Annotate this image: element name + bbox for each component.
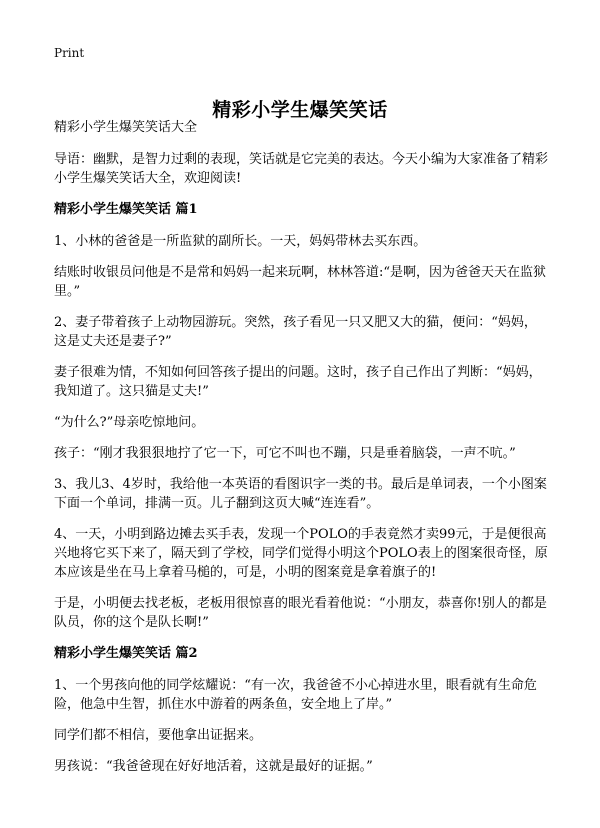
article-body bbox=[54, 118, 548, 788]
paragraph: 同学们都不相信，要他拿出证据来。 bbox=[54, 728, 263, 743]
paragraph: 4、一天，小明到路边摊去买手表，发现一个POLO的手表竟然才卖99元，于是便很高兴地将它买下来了，隔天到了学校，同学们觉得小明这个POLO表上的图案很奇怪，原本应该是坐在马上拿着马槌的，可是，小明的图案竟是拿着旗子的! bbox=[54, 527, 548, 580]
paragraph: 3、我儿3、4岁时，我给他一本英语的看图识字一类的书。最后是单词表，一个小图案下面一个单词，排满一页。儿子翻到这页大喊“连连看”。 bbox=[54, 477, 547, 511]
section-heading-2: 精彩小学生爆笑笑话 篇2 bbox=[54, 646, 198, 661]
section-heading-1: 精彩小学生爆笑笑话 篇1 bbox=[54, 202, 198, 217]
page-title: 精彩小学生爆笑笑话 bbox=[212, 98, 388, 121]
paragraph: 1、小林的爸爸是一所监狱的副所长。一天，妈妈带林去买东西。 bbox=[54, 234, 427, 249]
paragraph: 妻子很难为情，不知如何回答孩子提出的问题。这时，孩子自己作出了判断：“妈妈，我知道了。这只猫是丈夫!” bbox=[54, 365, 542, 399]
paragraph: 男孩说：“我爸爸现在好好地活着，这就是最好的证据。” bbox=[54, 759, 373, 774]
article-intro: 导语：幽默，是智力过剩的表现，笑话就是它完美的表达。今天小编为大家准备了精彩小学生爆笑笑话大全，欢迎阅读! bbox=[54, 152, 549, 186]
paragraph: 1、一个男孩向他的同学炫耀说：“有一次，我爸爸不小心掉进水里，眼看就有生命危险，他急中生智，抓住水中游着的两条鱼，安全地上了岸。” bbox=[54, 678, 537, 712]
paragraph: 于是，小明便去找老板，老板用很惊喜的眼光看着他说：“小朋友，恭喜你!别人的都是队员，你的这个是队长啊!” bbox=[54, 596, 547, 630]
paragraph: “为什么?”母亲吃惊地问。 bbox=[54, 415, 205, 430]
print-link[interactable]: Print bbox=[54, 46, 85, 60]
article-subtitle: 精彩小学生爆笑笑话大全 bbox=[54, 120, 198, 135]
paragraph: 2、妻子带着孩子上动物园游玩。突然，孩子看见一只又肥又大的猫，便问：“妈妈，这是丈夫还是妻子?” bbox=[54, 315, 537, 349]
paragraph: 孩子：“刚才我狠狠地拧了它一下，可它不叫也不蹦，只是垂着脑袋，一声不吭。” bbox=[54, 446, 516, 461]
paragraph: 结账时收银员问他是不是常和妈妈一起来玩啊，林林答道:“是啊，因为爸爸天天在监狱里。” bbox=[54, 265, 547, 299]
